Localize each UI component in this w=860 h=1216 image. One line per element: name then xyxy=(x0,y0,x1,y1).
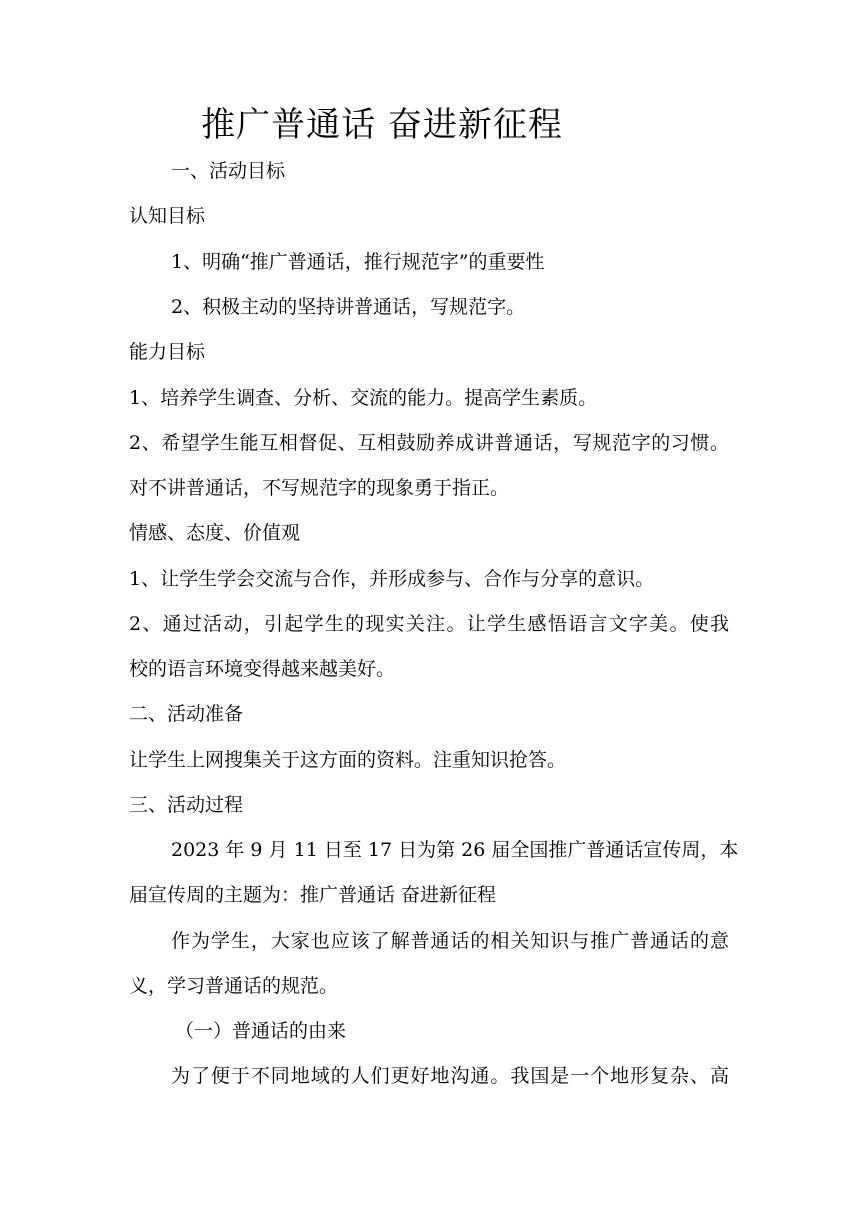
paragraph-line: 1、让学生学会交流与合作，并形成参与、合作与分享的意识。 xyxy=(129,568,655,590)
paragraph-line: 2、积极主动的坚持讲普通话，写规范字。 xyxy=(171,296,526,318)
paragraph-line: 1、培养学生调查、分析、交流的能力。提高学生素质。 xyxy=(129,387,598,409)
subsection-heading-origin: （一）普通话的由来 xyxy=(175,1020,347,1042)
subheading-ability-goals: 能力目标 xyxy=(129,341,206,363)
paragraph-line: 对不讲普通话，不写规范字的现象勇于指正。 xyxy=(129,477,510,499)
paragraph-line: 为了便于不同地域的人们更好地沟通。我国是一个地形复杂、高 xyxy=(171,1065,729,1087)
paragraph-line: 义，学习普通话的规范。 xyxy=(129,975,339,997)
paragraph-line: 2、希望学生能互相督促、互相鼓励养成讲普通话，写规范字的习惯。 xyxy=(129,432,729,454)
section-heading-activity-preparation: 二、活动准备 xyxy=(129,703,244,725)
paragraph-line: 作为学生，大家也应该了解普通话的相关知识与推广普通话的意 xyxy=(171,930,729,952)
subheading-emotion-attitude-values: 情感、态度、价值观 xyxy=(129,522,301,544)
subheading-cognitive-goals: 认知目标 xyxy=(129,205,206,227)
paragraph-line: 校的语言环境变得越来越美好。 xyxy=(129,658,396,680)
paragraph-line: 2023 年 9 月 11 日至 17 日为第 26 届全国推广普通话宣传周，本 xyxy=(171,839,739,861)
paragraph-line: 让学生上网搜集关于这方面的资料。注重知识抢答。 xyxy=(129,749,567,771)
section-heading-activity-goals: 一、活动目标 xyxy=(171,160,286,182)
paragraph-line: 届宣传周的主题为：推广普通话 奋进新征程 xyxy=(129,884,497,906)
paragraph-line: 1、明确“推广普通话，推行规范字”的重要性 xyxy=(171,251,545,273)
document-title: 推广普通话 奋进新征程 xyxy=(201,105,563,145)
paragraph-line: 2、通过活动，引起学生的现实关注。让学生感悟语言文字美。使我 xyxy=(129,613,729,635)
section-heading-activity-process: 三、活动过程 xyxy=(129,794,244,816)
